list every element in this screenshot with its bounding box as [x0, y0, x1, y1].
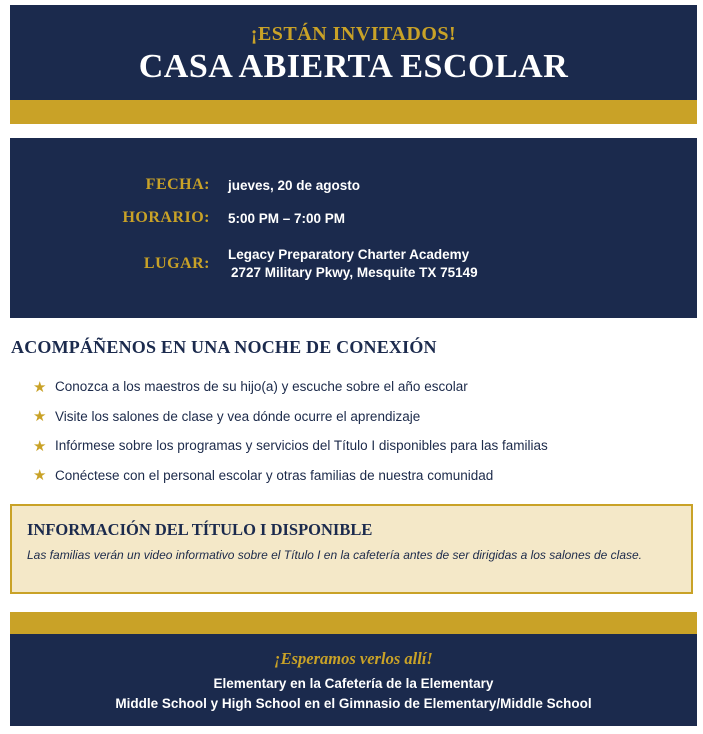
invite-kicker: ¡ESTÁN INVITADOS! [250, 23, 457, 45]
secondary-location: Middle School y High School en el Gimnasio de Elementary/Middle School [115, 696, 592, 711]
bullet-text: Conozca a los maestros de su hijo(a) y escuche sobre el año escolar [55, 379, 468, 395]
star-icon: ★ [33, 408, 47, 426]
see-you-message: ¡Esperamos verlos allí! [274, 649, 433, 668]
bullet-list [33, 372, 548, 490]
horario-label: HORARIO: [122, 209, 210, 226]
list-item [33, 402, 548, 432]
event-title: CASA ABIERTA ESCOLAR [138, 48, 569, 85]
title-one-info-box [10, 504, 693, 594]
star-icon: ★ [33, 437, 47, 455]
lugar-line2: 2727 Military Pkwy, Mesquite TX 75149 [231, 265, 478, 280]
footer-gold-stripe [10, 612, 697, 634]
info-title: INFORMACIÓN DEL TÍTULO I DISPONIBLE [27, 520, 373, 539]
bullet-text: Conéctese con el personal escolar y otras familias de nuestra comunidad [55, 467, 494, 483]
fecha-label: FECHA: [145, 176, 210, 193]
star-icon: ★ [33, 467, 47, 485]
footer-banner [10, 634, 697, 726]
header-gold-stripe [10, 100, 697, 124]
list-item [33, 461, 548, 491]
elementary-location: Elementary en la Cafetería de la Elementary [213, 676, 494, 691]
bullet-text: Visite los salones de clase y vea dónde ocurre el aprendizaje [55, 408, 421, 424]
lugar-value [228, 246, 478, 282]
info-text: Las familias verán un video informativo sobre el Título I en la cafetería antes de ser dirigidas a los salones de clase. [27, 548, 642, 562]
event-details-panel [10, 138, 697, 318]
lugar-label: LUGAR: [143, 255, 210, 272]
header-banner [10, 5, 697, 100]
bullet-text: Infórmese sobre los programas y servicios del Título I disponibles para las familias [55, 438, 548, 454]
star-icon: ★ [33, 378, 47, 396]
list-item [33, 372, 548, 402]
fecha-value: jueves, 20 de agosto [228, 178, 361, 193]
horario-value: 5:00 PM – 7:00 PM [228, 211, 346, 226]
lugar-line1: Legacy Preparatory Charter Academy [228, 247, 470, 262]
list-item [33, 431, 548, 461]
section-title: ACOMPÁÑENOS EN UNA NOCHE DE CONEXIÓN [11, 337, 437, 357]
